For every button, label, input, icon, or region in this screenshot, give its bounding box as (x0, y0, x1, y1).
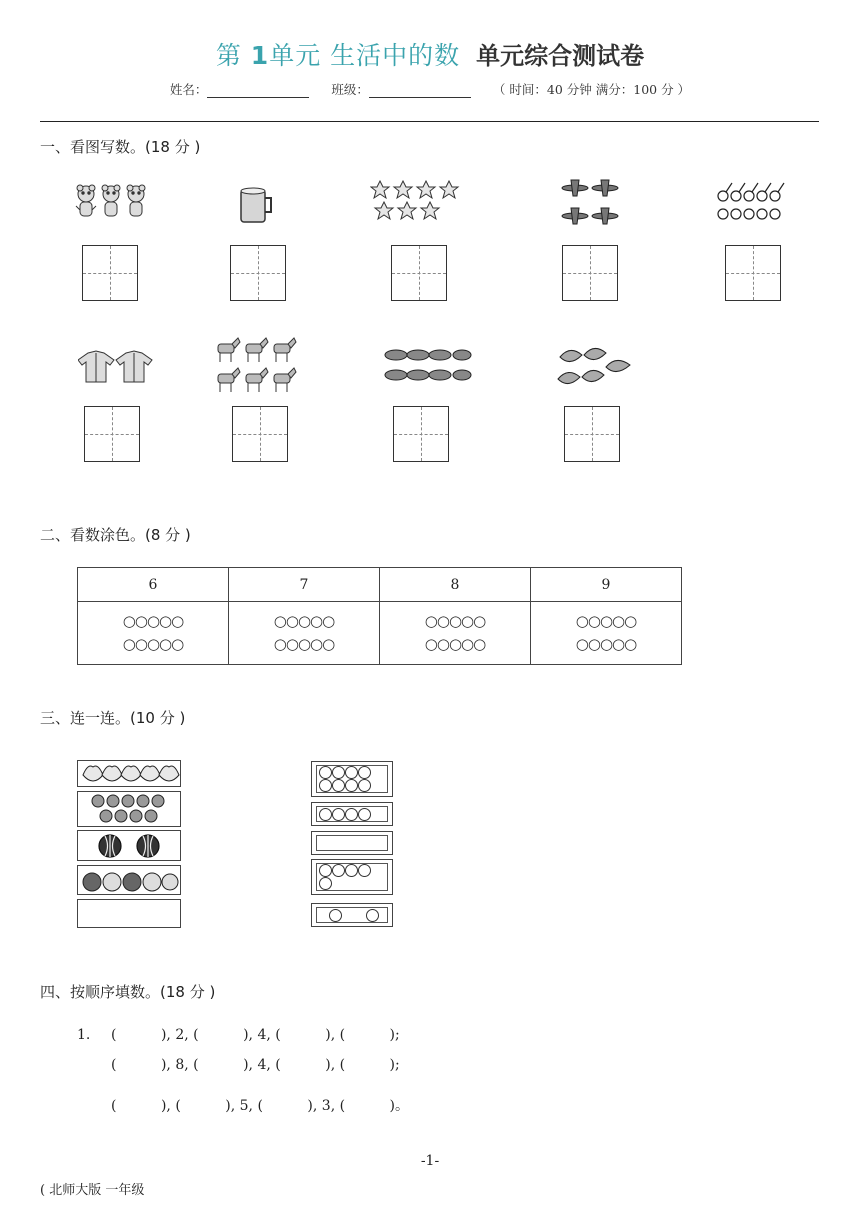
title-unit: 第 1单元 生活中的数 (215, 41, 461, 70)
page-number: -1- (420, 1153, 440, 1169)
time-info: （ 时间：40 分钟 满分：100 分 ） (492, 82, 691, 97)
dot-group (319, 808, 371, 821)
eggplants-icon (383, 343, 473, 387)
answer-grid-horses[interactable] (232, 406, 288, 462)
coloring-table (77, 567, 682, 665)
lollipops-icon (716, 180, 792, 224)
section-2-heading: 二、看数涂色。(8 分 ) (40, 526, 191, 544)
circle-cell[interactable]: ○○○○○ ○○○○○ (380, 602, 531, 665)
shirts-icon (78, 350, 156, 384)
answer-grid-mug[interactable] (230, 245, 286, 301)
empty-box[interactable] (77, 899, 181, 928)
class-field[interactable] (369, 85, 471, 98)
column-header: 7 (229, 568, 380, 602)
leaves-icon (556, 345, 636, 391)
count-box-4[interactable] (311, 802, 393, 826)
answer-grid-leaves[interactable] (564, 406, 620, 462)
circle-cell[interactable]: ○○○○○ ○○○○○ (229, 602, 380, 665)
answer-grid-stars[interactable] (391, 245, 447, 301)
page-title (0, 36, 860, 72)
sequence-line-3[interactable]: ( ), ( ), 5, ( ), 3, ( )。 (111, 1098, 410, 1114)
name-field[interactable] (207, 85, 309, 98)
count-box-2[interactable] (311, 903, 393, 927)
circle-cell[interactable]: ○○○○○ ○○○○○ (78, 602, 229, 665)
answer-grid-shirts[interactable] (84, 406, 140, 462)
answer-grid-planes[interactable] (562, 245, 618, 301)
header-divider (40, 121, 819, 122)
name-label: 姓名： (169, 82, 208, 97)
mug-icon (237, 186, 277, 226)
column-header: 8 (380, 568, 531, 602)
circle-cell[interactable]: ○○○○○ ○○○○○ (531, 602, 682, 665)
sequence-line-1[interactable]: ( ), 2, ( ), 4, ( ), ( ); (111, 1027, 400, 1043)
count-box-8[interactable] (311, 761, 393, 797)
dot-group (319, 864, 371, 890)
bears-icon (74, 184, 148, 224)
planes-icon (558, 174, 624, 232)
watermelons-box[interactable] (77, 830, 181, 861)
section-4-heading: 四、按顺序填数。(18 分 ) (40, 983, 216, 1001)
answer-grid-bears[interactable] (82, 245, 138, 301)
section-1-heading: 一、看图写数。(18 分 ) (40, 138, 201, 156)
sequence-line-2[interactable]: ( ), 8, ( ), 4, ( ), ( ); (111, 1057, 400, 1073)
info-row (0, 80, 860, 98)
question-number: 1. (77, 1027, 91, 1043)
edition-label: ( 北师大版 一年级 (40, 1183, 145, 1198)
dot-group (329, 909, 379, 922)
answer-grid-lollipops[interactable] (725, 245, 781, 301)
count-box-6[interactable] (311, 859, 393, 895)
apples-icon (78, 866, 180, 894)
title-suffix: 单元综合测试卷 (476, 42, 645, 70)
answer-grid-eggplants[interactable] (393, 406, 449, 462)
watermelons-icon (78, 831, 180, 860)
column-header: 6 (78, 568, 229, 602)
column-header: 9 (531, 568, 682, 602)
horses-icon (214, 336, 300, 396)
peaches-box[interactable] (77, 760, 181, 787)
peaches-icon (78, 761, 180, 786)
apples-box[interactable] (77, 865, 181, 895)
class-label: 班级： (331, 82, 369, 97)
strawberries-box[interactable] (77, 791, 181, 827)
section-3-heading: 三、连一连。(10 分 ) (40, 709, 186, 727)
count-box-inner (316, 835, 388, 851)
stars-icon (370, 180, 470, 224)
count-box-0[interactable] (311, 831, 393, 855)
strawberries-icon (78, 792, 180, 826)
dot-group (319, 766, 371, 792)
